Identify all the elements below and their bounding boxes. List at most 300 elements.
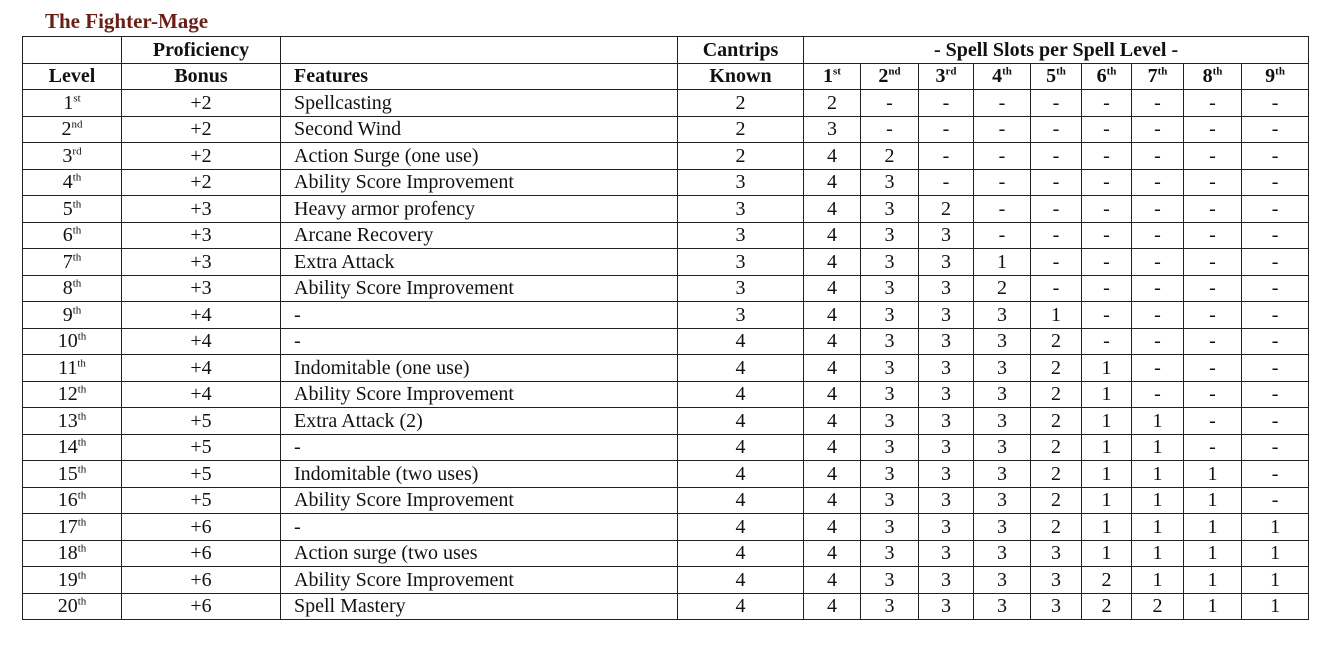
proficiency-bonus-cell: +4 <box>122 355 281 382</box>
proficiency-bonus-cell: +5 <box>122 434 281 461</box>
table-row <box>23 381 1309 408</box>
spell-slot-cell: - <box>1031 90 1082 117</box>
level-number: 18 <box>57 542 78 565</box>
slot-level-header <box>1184 63 1242 90</box>
spell-slot-cell: - <box>1031 196 1082 223</box>
table-row <box>23 593 1309 620</box>
level-cell <box>23 567 122 594</box>
table-row <box>23 328 1309 355</box>
spell-slot-cell: 3 <box>919 434 974 461</box>
spell-slot-cell: 3 <box>1031 593 1082 620</box>
spell-slot-cell: 3 <box>919 487 974 514</box>
spell-slot-cell: 1 <box>1242 593 1309 620</box>
level-number: 7 <box>62 250 73 273</box>
feature-cell: Indomitable (two uses) <box>281 461 678 488</box>
proficiency-bonus-cell: +6 <box>122 593 281 620</box>
spell-slot-cell: - <box>1184 169 1242 196</box>
feature-cell: Ability Score Improvement <box>281 275 678 302</box>
spell-slot-cell: 4 <box>804 461 861 488</box>
spell-slot-cell: - <box>974 143 1031 170</box>
table-row <box>23 514 1309 541</box>
spell-slot-cell: - <box>1184 116 1242 143</box>
cantrips-known-cell: 3 <box>678 196 804 223</box>
spell-slot-cell: 1 <box>1082 514 1132 541</box>
spell-slot-cell: 3 <box>974 434 1031 461</box>
cantrips-header-top: Cantrips <box>678 37 804 64</box>
spell-slot-cell: 4 <box>804 328 861 355</box>
slot-level-suffix: rd <box>945 65 957 78</box>
level-cell <box>23 381 122 408</box>
spell-slot-cell: - <box>1082 249 1132 276</box>
spell-slot-cell: - <box>861 90 919 117</box>
features-header: Features <box>281 63 678 90</box>
slot-level-number: 6 <box>1096 65 1107 88</box>
spell-slot-cell: 1 <box>1132 434 1184 461</box>
spell-slot-cell: 3 <box>974 328 1031 355</box>
spell-slot-cell: 3 <box>861 408 919 435</box>
spell-slot-cell: 1 <box>1031 302 1082 329</box>
level-suffix: th <box>77 489 87 502</box>
feature-cell: Spellcasting <box>281 90 678 117</box>
spell-slot-cell: 4 <box>804 487 861 514</box>
spell-slot-cell: 3 <box>861 196 919 223</box>
cantrips-known-cell: 4 <box>678 487 804 514</box>
spell-slot-cell: 1 <box>1184 540 1242 567</box>
proficiency-bonus-cell: +5 <box>122 461 281 488</box>
feature-cell: Action Surge (one use) <box>281 143 678 170</box>
spell-slot-cell: 1 <box>1132 567 1184 594</box>
spell-slot-cell: 1 <box>1132 540 1184 567</box>
spell-slot-cell: - <box>1242 408 1309 435</box>
cantrips-known-cell: 3 <box>678 249 804 276</box>
slot-level-suffix: th <box>1002 65 1012 78</box>
level-suffix: th <box>77 542 87 555</box>
spell-slot-cell: - <box>1184 222 1242 249</box>
spell-slot-cell: 2 <box>804 90 861 117</box>
spell-slot-cell: - <box>1082 275 1132 302</box>
spell-slot-cell: - <box>1132 355 1184 382</box>
level-suffix: th <box>72 251 82 264</box>
level-number: 9 <box>62 303 73 326</box>
spell-slot-cell: 4 <box>804 434 861 461</box>
spell-slot-cell: - <box>1082 328 1132 355</box>
table-row <box>23 169 1309 196</box>
page-title: The Fighter-Mage <box>45 9 209 33</box>
spell-slot-cell: 4 <box>804 143 861 170</box>
level-suffix: th <box>72 277 82 290</box>
proficiency-bonus-cell: +3 <box>122 275 281 302</box>
spell-slot-cell: - <box>1184 302 1242 329</box>
level-number: 19 <box>57 568 78 591</box>
spell-slot-cell: 3 <box>974 381 1031 408</box>
slot-level-header <box>1242 63 1309 90</box>
table-row <box>23 302 1309 329</box>
level-suffix: th <box>77 357 86 370</box>
feature-cell: Ability Score Improvement <box>281 169 678 196</box>
spell-slot-cell: - <box>1132 143 1184 170</box>
feature-cell: - <box>281 328 678 355</box>
spell-slot-cell: 2 <box>1031 434 1082 461</box>
spell-slot-cell: 3 <box>974 408 1031 435</box>
spell-slot-cell: 3 <box>861 302 919 329</box>
cantrips-known-cell: 4 <box>678 461 804 488</box>
level-suffix: nd <box>71 118 83 131</box>
level-cell <box>23 143 122 170</box>
slot-level-suffix: th <box>1212 65 1223 78</box>
spell-slot-cell: - <box>974 222 1031 249</box>
proficiency-bonus-cell: +3 <box>122 196 281 223</box>
feature-cell: Ability Score Improvement <box>281 487 678 514</box>
table-row <box>23 116 1309 143</box>
spell-slot-cell: 3 <box>974 567 1031 594</box>
spell-slot-cell: 3 <box>861 169 919 196</box>
spell-slot-cell: 2 <box>1031 487 1082 514</box>
spell-slot-cell: 2 <box>1132 593 1184 620</box>
spell-slot-cell: - <box>1082 222 1132 249</box>
level-cell <box>23 169 122 196</box>
spell-slot-cell: 3 <box>974 302 1031 329</box>
proficiency-bonus-cell: +4 <box>122 381 281 408</box>
spell-slot-cell: 4 <box>804 514 861 541</box>
spell-slot-cell: - <box>919 90 974 117</box>
spell-slot-cell: 3 <box>919 461 974 488</box>
table-row <box>23 275 1309 302</box>
spell-slot-cell: 3 <box>919 222 974 249</box>
spell-slot-cell: 3 <box>861 381 919 408</box>
spell-slot-cell: 3 <box>919 514 974 541</box>
proficiency-bonus-cell: +2 <box>122 169 281 196</box>
spell-slot-cell: 3 <box>919 408 974 435</box>
spell-slot-cell: - <box>1082 116 1132 143</box>
level-cell <box>23 355 122 382</box>
level-number: 10 <box>57 330 78 353</box>
spell-slot-cell: - <box>1031 116 1082 143</box>
slot-level-suffix: th <box>1157 65 1168 78</box>
spell-slot-cell: 3 <box>974 355 1031 382</box>
level-cell <box>23 593 122 620</box>
spell-slot-cell: 3 <box>861 567 919 594</box>
spell-slot-cell: - <box>1132 275 1184 302</box>
spell-slot-cell: - <box>1242 275 1309 302</box>
slot-level-number: 9 <box>1265 65 1276 88</box>
spell-slot-cell: - <box>974 90 1031 117</box>
cantrips-known-cell: 4 <box>678 355 804 382</box>
spell-slot-cell: 4 <box>804 540 861 567</box>
spell-slot-cell: 1 <box>1184 593 1242 620</box>
level-number: 5 <box>62 197 73 220</box>
spell-slot-cell: 3 <box>974 487 1031 514</box>
level-suffix: th <box>77 595 87 608</box>
proficiency-header-top: Proficiency <box>122 37 281 64</box>
spell-slot-cell: - <box>1242 355 1309 382</box>
spell-slot-cell: 3 <box>861 461 919 488</box>
level-suffix: th <box>77 569 87 582</box>
spell-slot-cell: - <box>1031 249 1082 276</box>
feature-cell: Heavy armor profency <box>281 196 678 223</box>
slot-level-header <box>1082 63 1132 90</box>
spell-slot-cell: 4 <box>804 169 861 196</box>
table-row <box>23 222 1309 249</box>
spell-slot-cell: - <box>919 143 974 170</box>
table-row <box>23 540 1309 567</box>
proficiency-bonus-cell: +6 <box>122 514 281 541</box>
spell-slot-cell: 1 <box>1082 461 1132 488</box>
spell-slot-cell: - <box>1242 487 1309 514</box>
level-number: 16 <box>57 489 78 512</box>
feature-cell: - <box>281 514 678 541</box>
level-cell <box>23 196 122 223</box>
spell-slot-cell: 4 <box>804 355 861 382</box>
cantrips-known-cell: 4 <box>678 381 804 408</box>
spell-slot-cell: - <box>1031 143 1082 170</box>
spell-slot-cell: 1 <box>1184 567 1242 594</box>
spell-slot-cell: 3 <box>1031 540 1082 567</box>
spell-slot-cell: - <box>919 169 974 196</box>
spell-slot-cell: - <box>1082 169 1132 196</box>
spell-slot-cell: 4 <box>804 593 861 620</box>
spell-slot-cell: 3 <box>861 540 919 567</box>
spell-slot-cell: 4 <box>804 275 861 302</box>
level-suffix: th <box>72 304 82 317</box>
spell-slot-cell: 1 <box>1184 461 1242 488</box>
spell-slot-cell: - <box>974 169 1031 196</box>
spell-slot-cell: 1 <box>1132 461 1184 488</box>
spell-slot-cell: 3 <box>861 222 919 249</box>
proficiency-bonus-cell: +2 <box>122 116 281 143</box>
spell-slot-cell: 1 <box>1184 487 1242 514</box>
level-suffix: th <box>77 330 87 343</box>
feature-cell: Indomitable (one use) <box>281 355 678 382</box>
level-number: 2 <box>61 118 72 141</box>
level-suffix: th <box>77 410 87 423</box>
slot-level-header <box>861 63 919 90</box>
cantrips-header: Known <box>678 63 804 90</box>
table-row <box>23 355 1309 382</box>
level-cell <box>23 328 122 355</box>
proficiency-bonus-cell: +6 <box>122 567 281 594</box>
spell-slot-cell: - <box>1242 90 1309 117</box>
level-number: 8 <box>62 277 73 300</box>
spell-slot-cell: 3 <box>919 328 974 355</box>
table-body <box>23 90 1309 620</box>
level-cell <box>23 302 122 329</box>
spell-slot-cell: 3 <box>861 355 919 382</box>
slot-level-suffix: st <box>833 65 841 78</box>
slot-level-number: 5 <box>1046 65 1057 88</box>
level-suffix: th <box>72 224 82 237</box>
spell-slot-cell: 1 <box>1132 514 1184 541</box>
slot-level-number: 3 <box>935 65 946 88</box>
spell-slot-cell: 1 <box>1082 434 1132 461</box>
level-suffix: th <box>77 516 87 529</box>
spell-slot-cell: - <box>1242 222 1309 249</box>
spell-slot-cell: - <box>1242 434 1309 461</box>
spell-slot-cell: - <box>1132 116 1184 143</box>
level-cell <box>23 540 122 567</box>
features-header-top <box>281 37 678 64</box>
cantrips-known-cell: 4 <box>678 328 804 355</box>
spell-slot-cell: 1 <box>1082 408 1132 435</box>
spell-slot-cell: 3 <box>804 116 861 143</box>
level-cell <box>23 514 122 541</box>
spell-slot-cell: 1 <box>1242 514 1309 541</box>
spell-slot-cell: 1 <box>1132 408 1184 435</box>
slot-level-header <box>974 63 1031 90</box>
spell-slot-cell: 1 <box>974 249 1031 276</box>
spell-slot-cell: 3 <box>919 381 974 408</box>
cantrips-known-cell: 3 <box>678 222 804 249</box>
feature-cell: Second Wind <box>281 116 678 143</box>
feature-cell: - <box>281 302 678 329</box>
level-cell <box>23 487 122 514</box>
table-row <box>23 249 1309 276</box>
spell-slot-cell: - <box>1132 222 1184 249</box>
spell-slot-cell: - <box>1242 249 1309 276</box>
class-progression-table <box>22 36 1309 620</box>
cantrips-known-cell: 2 <box>678 143 804 170</box>
level-cell <box>23 408 122 435</box>
spell-slot-cell: 1 <box>1242 567 1309 594</box>
feature-cell: Ability Score Improvement <box>281 567 678 594</box>
spell-slot-cell: - <box>1242 302 1309 329</box>
spell-slot-cell: 1 <box>1082 487 1132 514</box>
level-header: Level <box>23 63 122 90</box>
spell-slot-cell: - <box>1242 328 1309 355</box>
spell-slot-cell: - <box>1184 143 1242 170</box>
level-cell <box>23 461 122 488</box>
proficiency-bonus-cell: +5 <box>122 408 281 435</box>
slot-level-header <box>919 63 974 90</box>
level-number: 15 <box>57 462 78 485</box>
spell-slot-cell: - <box>1132 302 1184 329</box>
spell-slot-cell: - <box>1184 328 1242 355</box>
spell-slot-cell: 3 <box>861 487 919 514</box>
spell-slot-cell: 3 <box>861 434 919 461</box>
header-row-bottom <box>23 63 1309 90</box>
slot-level-number: 1 <box>823 65 834 88</box>
slot-level-number: 2 <box>878 65 889 88</box>
level-number: 13 <box>57 409 78 432</box>
feature-cell: Extra Attack <box>281 249 678 276</box>
feature-cell: Action surge (two uses <box>281 540 678 567</box>
level-suffix: rd <box>72 145 82 158</box>
slot-level-number: 7 <box>1147 65 1158 88</box>
spell-slot-cell: 2 <box>1031 461 1082 488</box>
slot-level-header <box>804 63 861 90</box>
level-cell <box>23 90 122 117</box>
spell-slot-cell: - <box>1242 169 1309 196</box>
spell-slot-cell: 2 <box>1031 381 1082 408</box>
spell-slot-cell: 3 <box>974 514 1031 541</box>
spell-slot-cell: 1 <box>1082 381 1132 408</box>
cantrips-known-cell: 4 <box>678 434 804 461</box>
spell-slot-cell: 2 <box>1082 567 1132 594</box>
level-suffix: th <box>77 436 87 449</box>
spell-slot-cell: - <box>1132 196 1184 223</box>
proficiency-bonus-cell: +5 <box>122 487 281 514</box>
spell-slot-cell: - <box>1242 116 1309 143</box>
spell-slot-cell: 3 <box>919 355 974 382</box>
cantrips-known-cell: 4 <box>678 514 804 541</box>
feature-cell: Ability Score Improvement <box>281 381 678 408</box>
spell-slot-cell: - <box>1132 328 1184 355</box>
spell-slot-cell: 2 <box>1031 328 1082 355</box>
spell-slot-cell: 1 <box>1132 487 1184 514</box>
level-number: 14 <box>57 436 78 459</box>
spell-slot-cell: 2 <box>974 275 1031 302</box>
spell-slot-cell: 2 <box>1031 514 1082 541</box>
table-row <box>23 90 1309 117</box>
spell-slot-cell: 4 <box>804 408 861 435</box>
table-row <box>23 434 1309 461</box>
spell-slot-cell: 1 <box>1082 355 1132 382</box>
spell-slot-cell: 1 <box>1242 540 1309 567</box>
spell-slots-header: - Spell Slots per Spell Level - <box>804 37 1309 64</box>
table-row <box>23 143 1309 170</box>
level-suffix: th <box>72 198 82 211</box>
spell-slot-cell: - <box>1031 169 1082 196</box>
spell-slot-cell: - <box>1132 249 1184 276</box>
feature-cell: Extra Attack (2) <box>281 408 678 435</box>
spell-slot-cell: - <box>1242 461 1309 488</box>
cantrips-known-cell: 3 <box>678 302 804 329</box>
spell-slot-cell: 2 <box>919 196 974 223</box>
table-row <box>23 567 1309 594</box>
spell-slot-cell: 3 <box>974 540 1031 567</box>
level-number: 17 <box>57 515 78 538</box>
spell-slot-cell: - <box>1184 196 1242 223</box>
slot-level-header <box>1031 63 1082 90</box>
spell-slot-cell: - <box>1184 249 1242 276</box>
level-suffix: st <box>73 92 81 105</box>
spell-slot-cell: 3 <box>861 514 919 541</box>
spell-slot-cell: 4 <box>804 381 861 408</box>
table-row <box>23 461 1309 488</box>
spell-slot-cell: 3 <box>974 461 1031 488</box>
level-number: 6 <box>62 224 73 247</box>
proficiency-bonus-cell: +4 <box>122 302 281 329</box>
table-row <box>23 408 1309 435</box>
cantrips-known-cell: 4 <box>678 593 804 620</box>
slot-level-suffix: th <box>1056 65 1066 78</box>
cantrips-known-cell: 4 <box>678 540 804 567</box>
spell-slot-cell: 3 <box>919 249 974 276</box>
spell-slot-cell: - <box>1082 143 1132 170</box>
level-cell <box>23 222 122 249</box>
header-row-top <box>23 37 1309 64</box>
level-number: 20 <box>57 595 78 618</box>
level-number: 1 <box>63 91 74 114</box>
spell-slot-cell: 3 <box>919 302 974 329</box>
level-suffix: th <box>77 383 87 396</box>
cantrips-known-cell: 3 <box>678 169 804 196</box>
slot-level-number: 4 <box>992 65 1003 88</box>
cantrips-known-cell: 2 <box>678 90 804 117</box>
spell-slot-cell: - <box>1242 196 1309 223</box>
cantrips-known-cell: 3 <box>678 275 804 302</box>
spell-slot-cell: - <box>1242 143 1309 170</box>
spell-slot-cell: - <box>1184 408 1242 435</box>
spell-slot-cell: 2 <box>1082 593 1132 620</box>
spell-slot-cell: - <box>1031 275 1082 302</box>
spell-slot-cell: - <box>1132 90 1184 117</box>
slot-level-suffix: nd <box>888 65 901 78</box>
spell-slot-cell: 3 <box>919 540 974 567</box>
spell-slot-cell: - <box>1132 169 1184 196</box>
spell-slot-cell: 2 <box>861 143 919 170</box>
cantrips-known-cell: 2 <box>678 116 804 143</box>
spell-slot-cell: 2 <box>1031 355 1082 382</box>
